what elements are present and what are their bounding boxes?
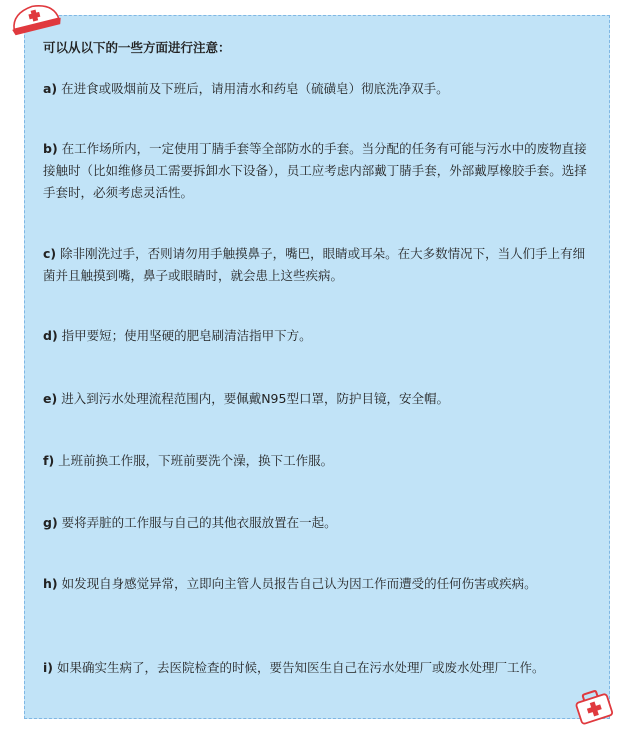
list-item (43, 573, 595, 595)
item-text: 要将弄脏的工作服与自己的其他衣服放置在一起。 (61, 515, 337, 530)
list-item (43, 512, 595, 534)
list-item (43, 388, 595, 410)
first-aid-kit-icon (572, 686, 616, 726)
item-text: 进入到污水处理流程范围内，要佩戴N95型口罩，防护目镜，安全帽。 (61, 391, 449, 406)
item-letter: i) (43, 660, 53, 675)
list-item (43, 325, 595, 347)
item-letter: a) (43, 81, 58, 96)
item-letter: b) (43, 141, 58, 156)
item-letter: f) (43, 453, 55, 468)
item-letter: h) (43, 576, 58, 591)
item-text: 除非刚洗过手，否则请勿用手触摸鼻子，嘴巴，眼睛或耳朵。在大多数情况下，当人们手上有细菌并且触摸到嘴，鼻子或眼睛时，就会患上这些疾病。 (43, 246, 586, 283)
item-text: 在进食或吸烟前及下班后，请用清水和药皂（硫磺皂）彻底洗净双手。 (61, 81, 449, 96)
list-item (43, 450, 595, 472)
notice-panel (24, 15, 610, 719)
item-letter: e) (43, 391, 58, 406)
nurse-cap-icon (6, 0, 64, 36)
section-heading: 可以从以下的一些方面进行注意： (43, 40, 231, 55)
item-letter: c) (43, 246, 57, 261)
list-item (43, 138, 595, 204)
item-text: 如果确实生病了，去医院检查的时候，要告知医生自己在污水处理厂或废水处理厂工作。 (56, 660, 545, 675)
list-item (43, 657, 595, 679)
item-letter: d) (43, 328, 58, 343)
item-text: 如发现自身感觉异常，立即向主管人员报告自己认为因工作而遭受的任何伤害或疾病。 (61, 576, 537, 591)
list-item (43, 243, 595, 287)
item-letter: g) (43, 515, 58, 530)
item-text: 在工作场所内，一定使用丁腈手套等全部防水的手套。当分配的任务有可能与污水中的废物直接接触时（比如维修员工需要拆卸水下设备），员工应考虑内部戴丁腈手套，外部戴厚橡胶手套。选择手套时，必须考虑灵活性。 (43, 141, 587, 200)
list-item (43, 78, 595, 100)
item-text: 指甲要短；使用坚硬的肥皂刷清洁指甲下方。 (61, 328, 312, 343)
item-text: 上班前换工作服，下班前要洗个澡，换下工作服。 (58, 453, 334, 468)
